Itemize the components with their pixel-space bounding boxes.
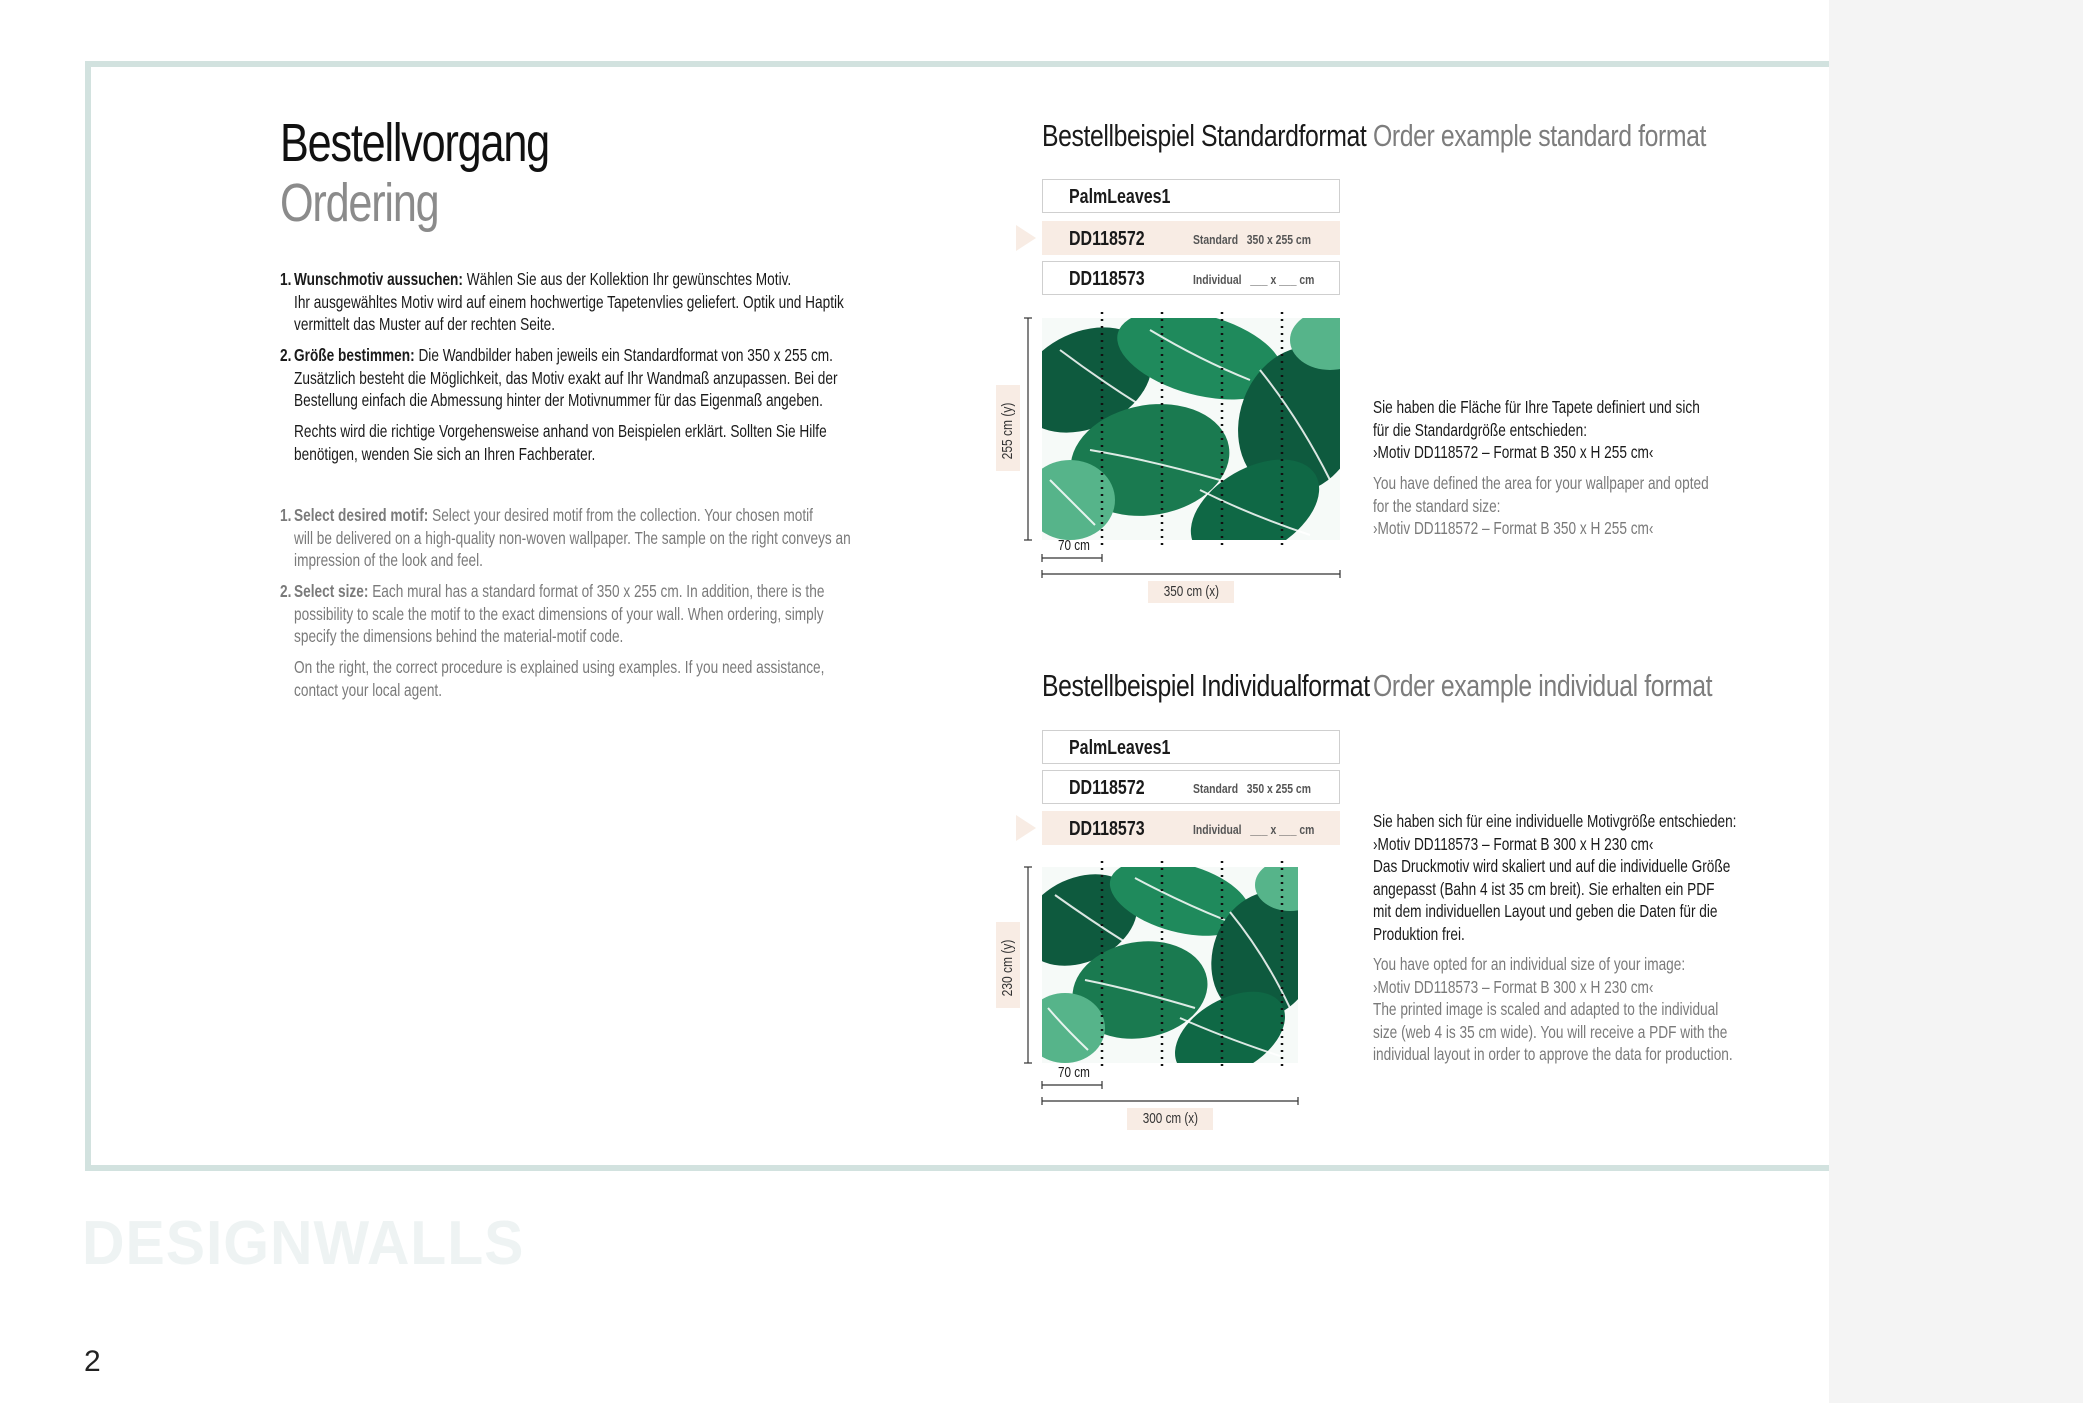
step-title: Größe bestimmen: [294, 345, 415, 365]
individual-description-en: You have opted for an individual size of your image: ›Motiv DD118573 – Format B 300 x H 230 cm‹ The printed image is scaled and adapted to the individual size (web 4 is 35 cm wide). You will receive a PDF with the individual layout in order to approve the data for production. [1373, 954, 1733, 1064]
selection-arrow-icon [1016, 815, 1036, 841]
individual-strip-label: 70 cm [1058, 1064, 1090, 1081]
individual-option-individual: DD118573 Individual ___ x ___ cm [1042, 811, 1340, 845]
individual-description-de: Sie haben sich für eine individuelle Motivgröße entschieden: ›Motiv DD118573 – Format B 300 x H 230 cm‹ Das Druckmotiv wird skaliert und auf die individuelle Größe angepasst (Bahn 4 ist 35 cm breit). Sie erhalten ein PDF mit dem individuellen Layout und geben die Daten für die Produktion frei. [1373, 811, 1737, 944]
individual-motif-box [1042, 730, 1340, 764]
standard-strip-label: 70 cm [1058, 537, 1090, 554]
brand-logo: DESIGNWALLS [82, 1209, 525, 1278]
individual-title-en: Order example individual format [1373, 668, 1713, 703]
page-title-de: Bestellvorgang [280, 113, 549, 173]
standard-option-individual: DD118573 Individual ___ x ___ cm [1042, 261, 1340, 295]
individual-title-de: Bestellbeispiel Individualformat [1042, 668, 1370, 703]
note-en: On the right, the correct procedure is explained using examples. If you need assistance, contact your local agent. [294, 657, 825, 700]
standard-height-label: 255 cm (y) [996, 385, 1020, 471]
individual-height-label: 230 cm (y) [996, 922, 1020, 1008]
individual-diagram [1000, 860, 1360, 1140]
step-title: Wunschmotiv aussuchen: [294, 269, 463, 289]
standard-option-standard: DD118572 Standard 350 x 255 cm [1042, 221, 1340, 255]
standard-description-de: Sie haben die Fläche für Ihre Tapete definiert und sich für die Standardgröße entschieden: ›Motiv DD118572 – Format B 350 x H 255 cm‹ [1373, 397, 1700, 462]
page-title-en: Ordering [280, 173, 439, 233]
standard-width-label: 350 cm (x) [1148, 581, 1234, 603]
standard-diagram [1000, 310, 1360, 610]
page-number: 2 [84, 1345, 101, 1378]
individual-width-label: 300 cm (x) [1127, 1108, 1213, 1130]
standard-description-en: You have defined the area for your wallpaper and opted for the standard size: ›Motiv DD118572 – Format B 350 x H 255 cm‹ [1373, 473, 1709, 538]
motif-name: PalmLeaves1 [1069, 186, 1171, 208]
step-title: Select desired motif: [294, 505, 429, 525]
individual-option-standard: DD118572 Standard 350 x 255 cm [1042, 770, 1340, 804]
standard-title-de: Bestellbeispiel Standardformat [1042, 118, 1367, 153]
selection-arrow-icon [1016, 225, 1036, 251]
side-panel [1829, 0, 2083, 1403]
standard-title-en: Order example standard format [1373, 118, 1706, 153]
standard-motif-box [1042, 179, 1340, 213]
step-title: Select size: [294, 581, 369, 601]
note-de: Rechts wird die richtige Vorgehensweise anhand von Beispielen erklärt. Sollten Sie Hilfe benötigen, wenden Sie sich an Ihren Fachberater. [294, 421, 827, 464]
motif-name: PalmLeaves1 [1069, 737, 1171, 759]
